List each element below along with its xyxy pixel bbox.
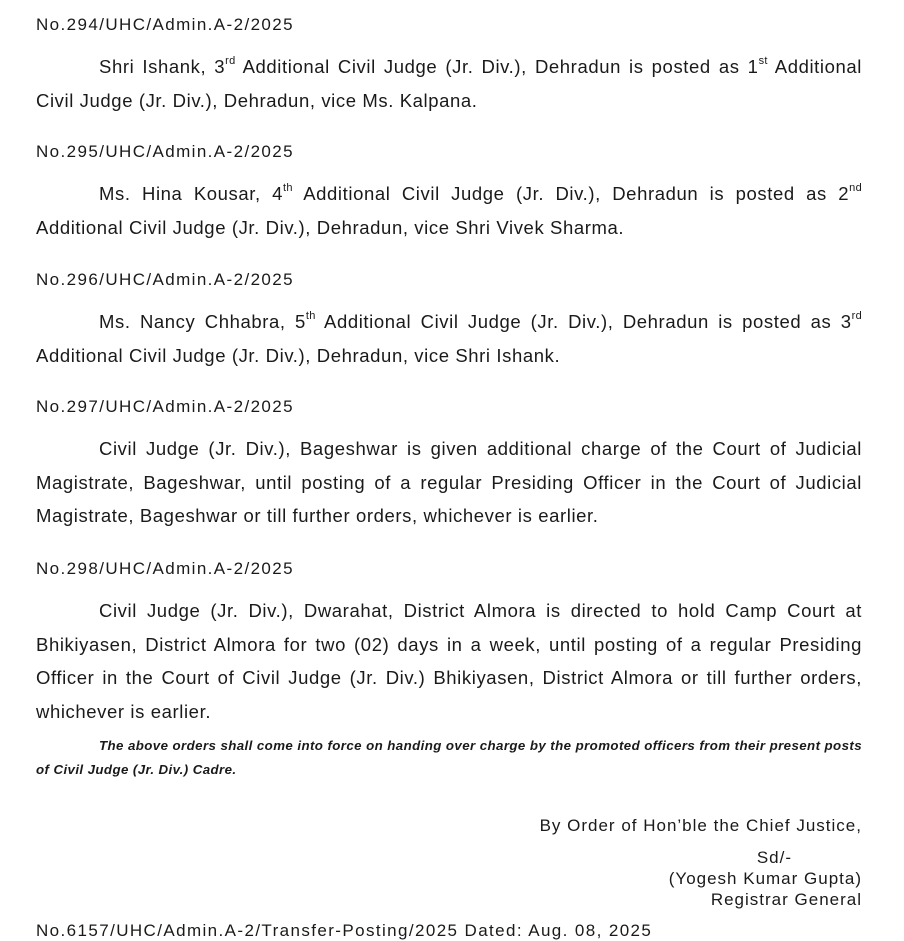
order-text-part: Additional Civil Judge (Jr. Div.), Dehradun is posted as 3 (315, 311, 852, 332)
ordinal-suffix: rd (851, 309, 862, 322)
order-text (36, 177, 862, 244)
ordinal-suffix: th (305, 309, 316, 322)
order-text (36, 50, 862, 117)
by-order-line: By Order of Hon’ble the Chief Justice, (539, 816, 862, 835)
effective-note-block (36, 734, 862, 782)
order-number: No.297/UHC/Admin.A-2/2025 (36, 397, 295, 416)
signatory-designation: Registrar General (710, 890, 862, 909)
ordinal-suffix: st (758, 54, 768, 67)
signatory-name: (Yogesh Kumar Gupta) (668, 869, 862, 888)
order-text-part: Ms. Nancy Chhabra, 5 (99, 311, 306, 332)
order-block-295 (36, 141, 862, 244)
effective-note: The above orders shall come into force on handing over charge by the promoted officers from their present posts of Civil Judge (Jr. Div.) Cadre. (36, 738, 862, 777)
ordinal-suffix: rd (225, 54, 236, 67)
signature-block (540, 815, 862, 910)
order-block-294 (36, 14, 862, 117)
cut-off-line: No.6157/UHC/Admin.A-2/Transfer-Posting/2025 Dated: Aug. 08, 2025 (36, 921, 653, 940)
order-block-297 (36, 396, 862, 533)
order-text-part: Additional Civil Judge (Jr. Div.), Dehradun is posted as 1 (235, 56, 759, 77)
order-text: Civil Judge (Jr. Div.), Dwarahat, District Almora is directed to hold Camp Court at Bhikiyasen, District Almora for two (02) days in a week, until posting of a regular Presiding Officer in the Court of Civil Judge (Jr. Div.) Bhikiyasen, District Almora or till further orders, whichever is earlier. (36, 600, 862, 722)
order-text: Civil Judge (Jr. Div.), Bageshwar is given additional charge of the Court of Judicial Magistrate, Bageshwar, until posting of a regular Presiding Officer in the Court of Judicial Magistrate, Bageshwar or till further orders, whichever is earlier. (36, 438, 862, 526)
order-text-part: Additional Civil Judge (Jr. Div.), Dehradun is posted as 2 (292, 183, 850, 204)
order-text-part: Shri Ishank, 3 (99, 56, 226, 77)
order-block-296 (36, 269, 862, 372)
order-text-part: Additional Civil Judge (Jr. Div.), Dehradun, vice Ms. Kalpana. (36, 56, 863, 111)
ordinal-suffix: nd (849, 181, 863, 194)
order-text-part: Additional Civil Judge (Jr. Div.), Dehradun, vice Shri Ishank. (36, 344, 561, 366)
order-block-298 (36, 558, 862, 728)
order-text (36, 305, 862, 372)
order-number: No.298/UHC/Admin.A-2/2025 (36, 559, 295, 578)
sd-line: Sd/- (756, 848, 792, 867)
order-number: No.295/UHC/Admin.A-2/2025 (36, 142, 295, 161)
order-text-part: Ms. Hina Kousar, 4 (99, 183, 284, 204)
order-number: No.294/UHC/Admin.A-2/2025 (36, 15, 295, 34)
order-number: No.296/UHC/Admin.A-2/2025 (36, 270, 295, 289)
order-text-part: Additional Civil Judge (Jr. Div.), Dehradun, vice Shri Vivek Sharma. (36, 216, 625, 238)
ordinal-suffix: th (283, 181, 293, 194)
